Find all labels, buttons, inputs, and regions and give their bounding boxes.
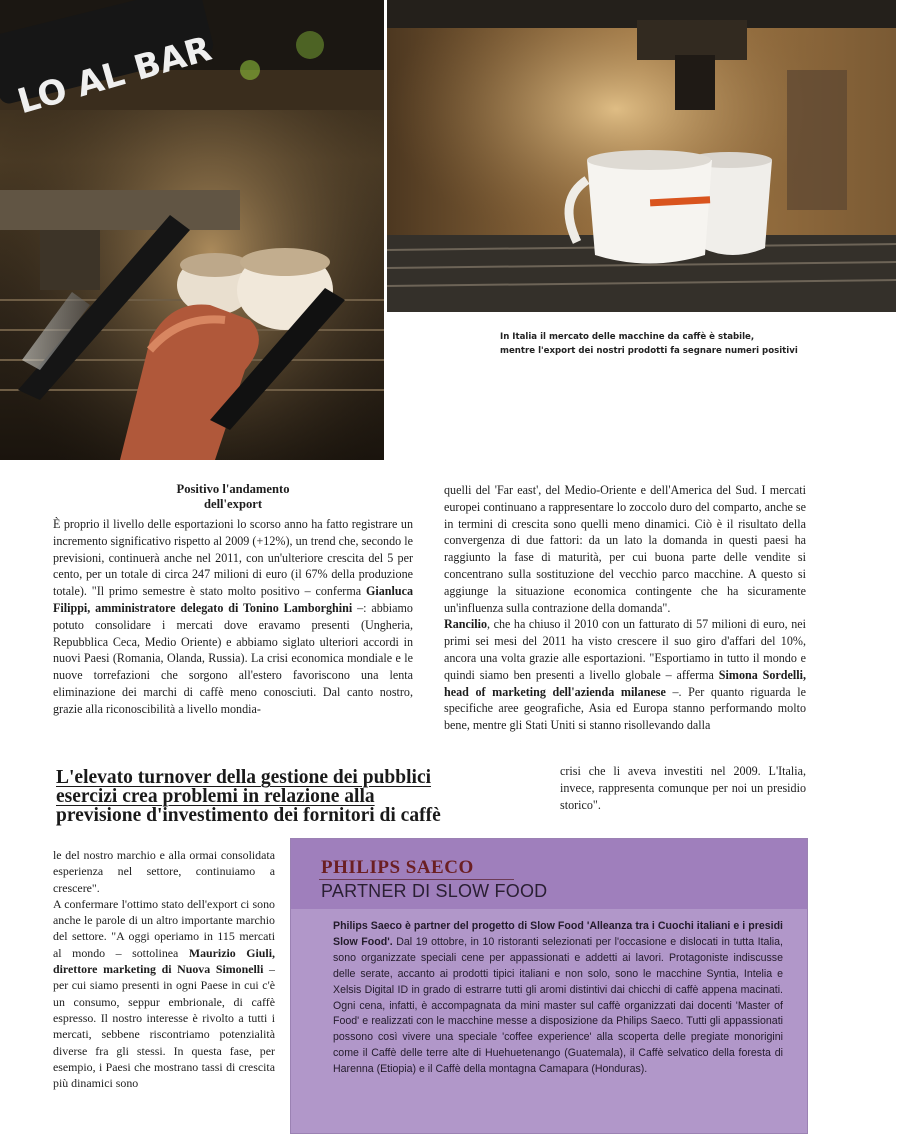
article-paragraph [53,896,275,1092]
article-paragraph: le del nostro marchio e alla ormai consolidata esperienza nel settore, continuiamo a crescere". [53,848,275,895]
pull-quote-line: esercizi crea problemi in relazione alla [56,786,375,807]
article-column-bottom [53,847,275,1091]
text-run: A confermare l'ottimo stato dell'export ci sono anche le parole di un altro importante marchio del settore. "A oggi operiamo in 115 mercati al mondo – sottolinea [53,896,275,960]
quoted-person: Maurizio Giuli, direttore marketing di Nuova Simonelli [53,945,275,977]
quoted-person: Gianluca Filippi, amministratore delegato di Tonino Lamborghini [53,584,413,615]
text-run: – per cui siamo presenti in ogni Paese in cui c'è un consumo, seppur embrionale, di caffè espresso. Il nostro interesse è rivolto a tutti i mercati, sebbene riscontriamo potenzialità diverse fra gli stessi. In questa fase, per esempio, i Paesi che mostrano tassi di crescita più dinamici sono [53,962,275,1091]
text-run: –. Per quanto riguarda le specifiche aree geografiche, Asia ed Europa stanno performando molto bene, mentre gli Stati Uniti si stanno risollevando dalla [444,684,806,733]
photo-espresso-cups [387,0,896,312]
box-brand-title: PHILIPS SAECO [321,857,474,878]
pull-quote [56,768,546,825]
article-paragraph: crisi che li aveva investiti nel 2009. L'Italia, invece, rappresenta comunque per noi un presidio storico". [560,764,806,812]
photo-caption [500,330,880,358]
text-run: È proprio il livello delle esportazioni lo scorso anno ha fatto registrare un incremento significativo rispetto al 2009 (+12%), un trend che, secondo le previsioni, continuerà anche nel 2011, con un'ulteriore crescita del 5 per cento, per un totale di circa 247 milioni di euro (il 67% della produzione totale). "Il primo semestre è stato molto positivo – conferma [53,517,413,599]
text-run: , che ha chiuso il 2010 con un fatturato di 57 milioni di euro, nei primi sei mesi del 2011 ha visto crescere il suo giro d'affari del 10%, ancora una volta grazie alle esportazioni. "Esportiamo in tutto il mondo e quindi siamo ben presenti a livello globale – afferma [444,617,806,682]
text-run: –: abbiamo potuto consolidare i mercati dove eravamo presenti (Ungheria, Repubblica Ceca, Medio Oriente) e abbiamo siglato ulteriori accordi in nuovi Paesi (Romania, Olanda, Russia). La crisi economica mondiale e le nuove torrefazioni che sorgono all'estero favoriscono una lenta eliminazione dei marchi di caffè meno conosciuti. Dal canto nostro, grazie alla riconoscibilità a livello mondia- [53,600,413,716]
article-paragraph [444,616,806,734]
article-column-right-tail [560,763,806,813]
quoted-person: Simona Sordelli, head of marketing dell'azienda milanese [444,667,806,699]
caption-line: mentre l'export dei nostri prodotti fa segnare numeri positivi [500,346,798,356]
company-name: Rancilio [444,617,488,632]
pull-quote-line: previsione d'investimento dei fornitori di caffè [56,805,441,826]
box-subtitle: PARTNER DI SLOW FOOD [321,881,548,901]
section-subhead [53,482,413,511]
subhead-line: dell'export [203,496,263,511]
bar-sign-text: LO AL BAR [13,28,216,123]
article-paragraph [53,516,413,718]
subhead-line: Positivo l'andamento [176,482,290,496]
pull-quote-line: L'elevato turnover della gestione dei pubblici [56,767,432,788]
caption-line: In Italia il mercato delle macchine da caffè è stabile, [500,332,755,342]
box-divider [319,879,514,880]
article-paragraph: quelli del 'Far east', del Medio-Oriente e dell'America del Sud. I mercati europei continuano a rappresentare lo zoccolo duro del comparto, anche se in termini di crescita sono quelli meno dinamici. Ciò è il risultato della convergenza di due fattori: da un lato la domanda in questi paesi ha raggiunto la fase di maturità, per cui buona parte delle vendite si concentrano sulla sostituzione del vecchio parco macchine. A questo si aggiunge la situazione economica contingente che ha sicuramente un'influenza sulla contrazione della domanda". [444,483,806,615]
article-column-left [53,482,413,718]
box-lead: Philips Saeco è partner del progetto di Slow Food 'Alleanza tra i Cuochi italiani e i presidi Slow Food'. [333,920,783,948]
box-body [333,919,783,1078]
philips-saeco-box [290,838,808,1134]
box-body-text: Dal 19 ottobre, in 10 ristoranti selezionati per l'occasione e dislocati in tutta Italia, sono organizzate speciali cene per appassionati e addetti ai lavori. Protagoniste indiscusse delle serate, accanto ai prodotti tipici italiani e non solo, sono le macchine Syntia, Intelia e Xelsis Digital ID in grado di estrarre tutti gli aromi distintivi dai chicchi di caffè appena macinati. Ogni cena, infatti, è accompagnata da mini master sul caffè organizzati dai docenti 'Master of Food' e realizzati con le macchine messe a disposizione da Philips Saeco. Tutti gli appassionati possono così vivere una speciale 'coffee experience' alla scoperta delle pregiate monorigini come il Caffè delle terre alte di Huehuetenango (Guatemala), il Caffè selvatico della foresta di Harenna (Etiopia) e il Caffè della montagna Camapara (Honduras). [333,935,783,1076]
photo-espresso-machine-hand [0,0,384,460]
article-column-right [444,482,806,734]
